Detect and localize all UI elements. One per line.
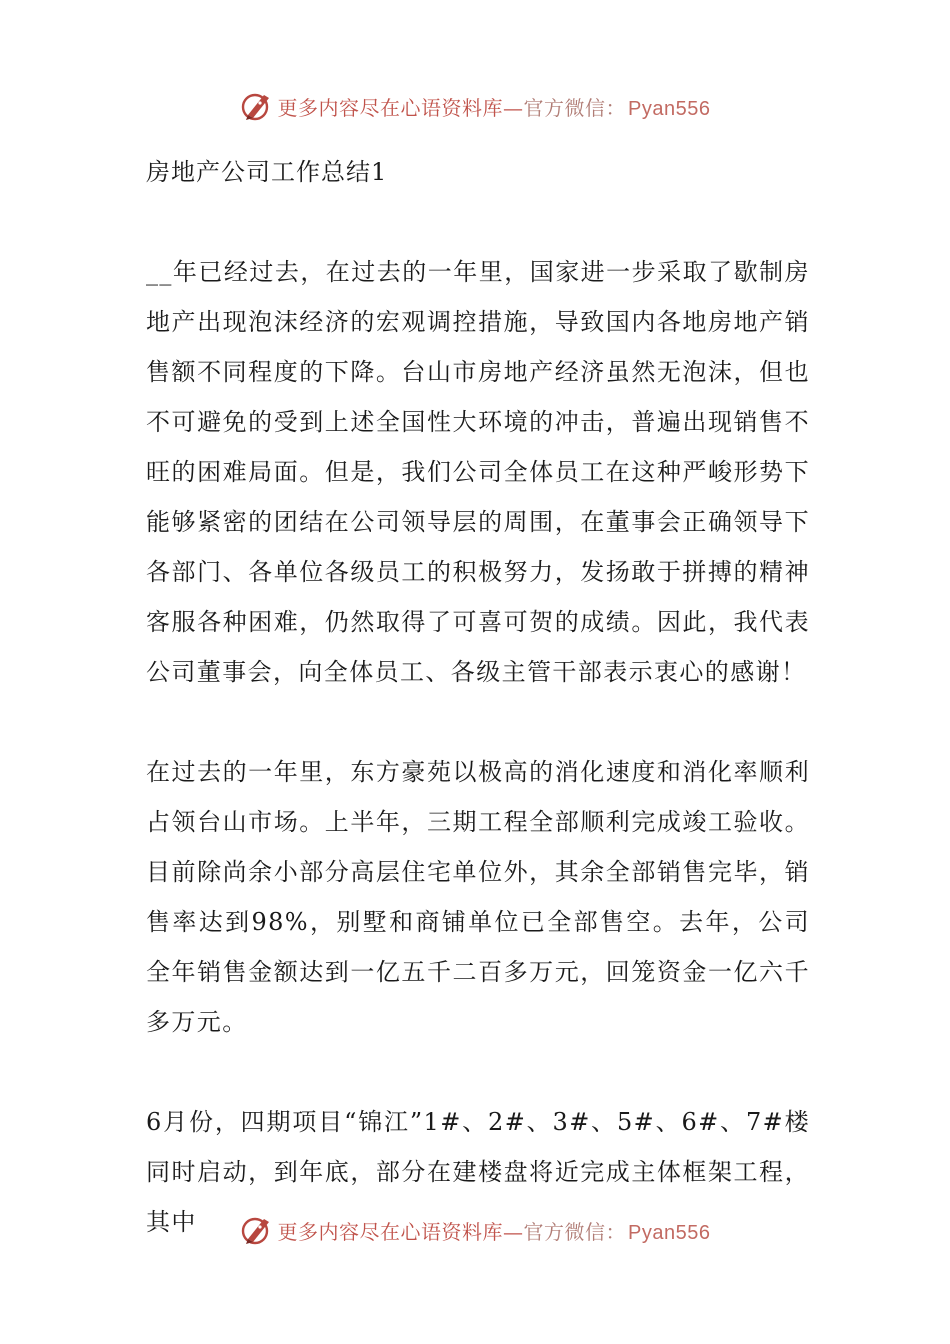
banner-dash: — [503, 95, 524, 120]
paragraph-2: 在过去的一年里，东方豪苑以极高的消化速度和消化率顺利占领台山市场。上半年，三期工程全部顺利完成竣工验收。目前除尚余小部分高层住宅单位外，其余全部销售完毕，销售率达到98%，别墅和商铺单位已全部售空。去年，公司全年销售金额达到一亿五千二百多万元，回笼资金一亿六千多万元。 [146, 758, 810, 1036]
banner-dash: — [503, 1219, 524, 1244]
banner-main-text: 更多内容尽在心语资料库 [277, 95, 504, 120]
paragraph-1: __年已经过去，在过去的一年里，国家进一步采取了歇制房地产出现泡沫经济的宏观调控措施，导致国内各地房地产销售额不同程度的下降。台山市房地产经济虽然无泡沫，但也不可避免的受到上述全国性大环境的冲击，普遍出现销售不旺的困难局面。但是，我们公司全体员工在这种严峻形势下能够紧密的团结在公司领导层的周围，在董事会正确领导下各部门、各单位各级员工的积极努力，发扬敢于拼搏的精神客服各种困难，仍然取得了可喜可贺的成绩。因此，我代表公司董事会，向全体员工、各级主管干部表示衷心的感谢！ [146, 258, 810, 686]
document-body [146, 147, 810, 1247]
banner-sub-text: 官方微信： [523, 1219, 627, 1244]
footer-watermark-banner [0, 1208, 950, 1252]
banner-sub-text: 官方微信： [523, 95, 627, 120]
pen-nib-circle-logo [240, 1213, 274, 1247]
banner-wechat-id: Pyan556 [628, 97, 711, 120]
banner-wechat-id: Pyan556 [628, 1221, 711, 1244]
banner-main-text: 更多内容尽在心语资料库 [277, 1219, 504, 1244]
header-watermark-banner [0, 84, 950, 128]
document-title: 房地产公司工作总结1 [146, 158, 388, 186]
paragraph-3: 6月份，四期项目“锦江”1#、2#、3#、5#、6#、7#楼同时启动，到年底，部分在建楼盘将近完成主体框架工程，其中 [146, 1108, 810, 1236]
pen-nib-circle-logo [240, 89, 274, 123]
